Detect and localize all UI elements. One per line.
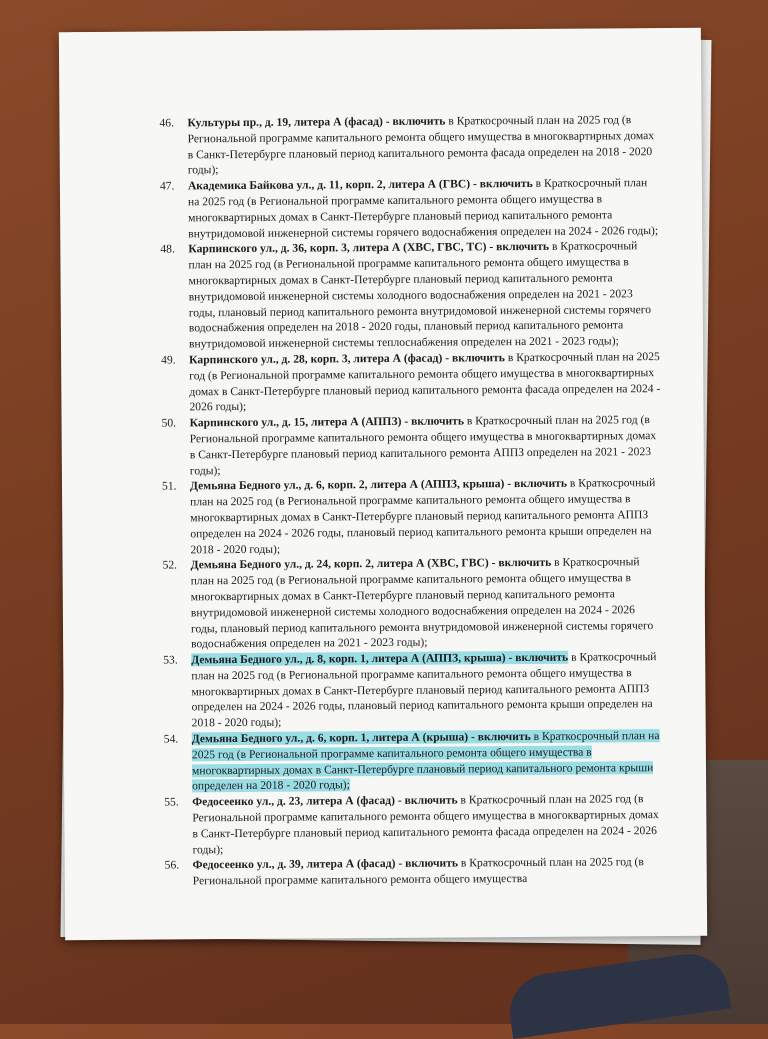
item-text: в Краткосрочный план на 2025 год (в Региональной программе капитального ремонта общего имущества в многоквартирных домах в Санкт-Петербурге плановый период капитального ремонта внутридомовой инженерной системы холодного водоснабжения определен на 2024 - 2026 годы, плановый период капитального ремонта внутридомовой инженерной системы горячего водоснабжения определен на 2021 - 2023 годы); bbox=[190, 555, 654, 651]
list-item bbox=[163, 554, 664, 652]
item-text: в Краткосрочный план на 2025 год (в Региональной программе капитального ремонта общего имущества в многоквартирных домах в Санкт-Петербурге плановый период капитального ремонта внутридомовой инженерной системы холодного водоснабжения определен на 2021 - 2023 годы, плановый период капитального ремонта внутридомовой инженерной системы горячего водоснабжения определен на 2018 - 2020 годы, плановый период капитального ремонта внутридомовой инженерной системы теплоснабжения определен на 2021 - 2023 годы); bbox=[188, 239, 652, 351]
list-item bbox=[161, 349, 661, 416]
list-item bbox=[162, 412, 662, 479]
paper-sheet bbox=[59, 28, 707, 940]
item-number: 48. bbox=[160, 242, 175, 256]
item-number: 52. bbox=[162, 558, 178, 572]
item-text: в Краткосрочный план на 2025 год (в Региональной программе капитального ремонта общего имущества bbox=[192, 855, 644, 888]
item-text: в Краткосрочный план на 2025 год (в Региональной программе капитального ремонта общего имущества в многоквартирных домах в Санкт-Петербурге плановый период капитального ремонта фасада определен на 2018 - 2020 годы); bbox=[187, 113, 655, 177]
list-item bbox=[162, 475, 663, 557]
item-address: Федосеенко ул., д. 39, литера А (фасад) - включить bbox=[192, 856, 459, 872]
item-text: в Краткосрочный план на 2025 год (в Региональной программе капитального ремонта общего имущества в многоквартирных домах в Санкт-Петербурге плановый период капитального ремонта внутридомовой инженерной системы горячего водоснабжения определен на 2024 - 2026 годы); bbox=[187, 176, 659, 240]
item-number: 49. bbox=[161, 353, 176, 367]
item-text-highlighted: в Краткосрочный план на 2025 год (в Региональной программе капитального ремонта общего имущества в многоквартирных домах в Санкт-Петербурге плановый период капитального ремонта крыши определен на 2018 - 2020 годы); bbox=[191, 729, 660, 793]
item-number: 53. bbox=[163, 653, 178, 667]
item-number: 51. bbox=[161, 479, 177, 493]
list-item bbox=[160, 238, 661, 352]
item-address: Федосеенко ул., д. 23, литера А (фасад) - включить bbox=[192, 793, 458, 809]
item-number: 54. bbox=[163, 732, 179, 746]
list-item bbox=[165, 854, 665, 889]
item-number: 55. bbox=[164, 795, 179, 809]
item-number: 46. bbox=[159, 116, 175, 130]
item-address-highlighted: Демьяна Бедного ул., д. 6, корп. 1, литера А (крыша) - включить bbox=[191, 730, 531, 746]
item-address: Академика Байкова ул., д. 11, корп. 2, литера А (ГВС) - включить bbox=[187, 177, 533, 193]
list-item bbox=[159, 112, 659, 179]
item-highlight-region bbox=[192, 729, 660, 793]
list-item bbox=[160, 175, 660, 242]
item-address-highlighted: Демьяна Бедного ул., д. 8, корп. 1, литера А (АППЗ, крыша) - включить bbox=[191, 650, 569, 667]
list-item bbox=[164, 791, 664, 858]
list-item-highlighted bbox=[164, 728, 664, 795]
document-body bbox=[159, 112, 664, 890]
item-address: Карпинского ул., д. 36, корп. 3, литера А (ХВС, ГВС, ТС) - включить bbox=[188, 240, 550, 256]
list-item-highlighted bbox=[163, 649, 664, 731]
item-text: в Краткосрочный план на 2025 год (в Региональной программе капитального ремонта общего имущества в многоквартирных домах в Санкт-Петербурге плановый период капитального ремонта АППЗ определен на 2021 - 2023 годы); bbox=[189, 413, 657, 477]
item-number: 47. bbox=[159, 179, 175, 193]
item-number: 56. bbox=[164, 858, 180, 872]
item-address: Карпинского ул., д. 28, корп. 3, литера А (фасад) - включить bbox=[189, 351, 505, 367]
item-address: Культуры пр., д. 19, литера А (фасад) - включить bbox=[187, 114, 446, 130]
item-address: Демьяна Бедного ул., д. 24, корп. 2, литера А (ХВС, ГВС) - включить bbox=[190, 556, 552, 572]
item-text: в Краткосрочный план на 2025 год (в Региональной программе капитального ремонта общего имущества в многоквартирных домах в Санкт-Петербурге плановый период капитального ремонта АППЗ определен на 2024 - 2026 годы, плановый период капитального ремонта крыши определен на 2018 - 2020 годы); bbox=[191, 650, 657, 730]
chair-background bbox=[505, 949, 731, 1039]
item-number: 50. bbox=[161, 416, 177, 430]
item-address: Карпинского ул., д. 15, литера А (АППЗ) - включить bbox=[189, 414, 465, 430]
item-address: Демьяна Бедного ул., д. 6, корп. 2, литера А (АППЗ, крыша) - включить bbox=[189, 477, 567, 493]
item-text: в Краткосрочный план на 2025 год (в Региональной программе капитального ремонта общего имущества в многоквартирных домах в Санкт-Петербурге плановый период капитального ремонта фасада определен на 2024 - 2026 годы); bbox=[189, 350, 661, 414]
item-text: в Краткосрочный план на 2025 год (в Региональной программе капитального ремонта общего имущества в многоквартирных домах в Санкт-Петербурге плановый период капитального ремонта фасада определен на 2024 - 2026 годы); bbox=[192, 792, 659, 856]
item-text: в Краткосрочный план на 2025 год (в Региональной программе капитального ремонта общего имущества в многоквартирных домах в Санкт-Петербурге плановый период капитального ремонта АППЗ определен на 2024 - 2026 годы, плановый период капитального ремонта крыши определен на 2018 - 2020 годы); bbox=[190, 476, 656, 556]
